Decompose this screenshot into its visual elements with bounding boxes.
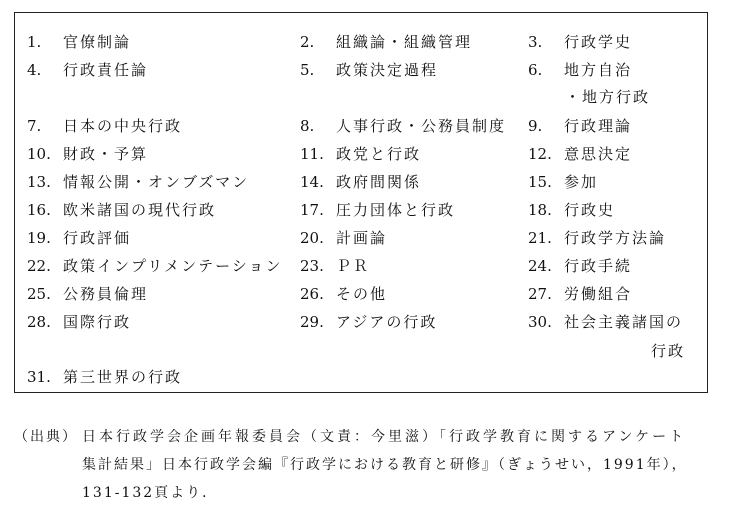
list-item-14 [300, 172, 421, 192]
item-label: 公務員倫理 [63, 285, 149, 303]
item-label: 欧米諸国の現代行政 [63, 201, 217, 219]
item-label: 地方自治 [564, 61, 633, 79]
list-item-29 [300, 312, 437, 332]
list-item-21 [528, 228, 666, 248]
item-label: 官僚制論 [63, 33, 132, 51]
item-number: 26. [300, 285, 324, 303]
item-label: その他 [336, 285, 388, 303]
item-label: 行政学方法論 [564, 229, 667, 247]
item-number: 30. [528, 313, 552, 331]
list-item-5 [300, 60, 438, 80]
list-item-18 [528, 200, 615, 220]
item-label: 政党と行政 [336, 145, 422, 163]
item-label: 日本の中央行政 [63, 117, 183, 135]
item-number: 12. [528, 145, 552, 163]
list-item-28 [27, 312, 131, 332]
list-item-12 [528, 144, 632, 164]
item-number: 31. [27, 368, 51, 386]
item-label: 政府間関係 [336, 173, 422, 191]
item-number: 28. [27, 313, 51, 331]
list-item-7 [27, 116, 182, 136]
item-number: 18. [528, 201, 552, 219]
item-label: 人事行政・公務員制度 [336, 117, 507, 135]
list-item-1 [27, 32, 131, 52]
source-note-line-3: 131-132頁より． [82, 485, 219, 501]
item-label: 組織論・組織管理 [336, 33, 473, 51]
item-number: 3. [528, 33, 543, 51]
item-label: アジアの行政 [336, 313, 438, 331]
source-note-line-1: 日本行政学会企画年報委員会（文責：今里滋）「行政学教育に関するアンケート [82, 429, 687, 445]
list-item-24 [528, 256, 632, 276]
list-item-23 [300, 256, 370, 276]
item-label: 行政責任論 [63, 61, 149, 79]
item-number: 9. [528, 117, 543, 135]
list-item-31 [27, 367, 182, 387]
item-label: 社会主義諸国の [564, 313, 684, 331]
item-number: 4. [27, 61, 42, 79]
item-label: 情報公開・オンブズマン [63, 173, 250, 191]
list-item-25 [27, 284, 148, 304]
item-label: 国際行政 [63, 313, 132, 331]
list-item-17 [300, 200, 455, 220]
list-item-6-continuation: ・地方行政 [565, 88, 651, 106]
source-note-label: （出典） [14, 429, 78, 445]
list-item-30 [528, 312, 683, 332]
list-item-30-continuation: 行政 [651, 342, 686, 360]
item-label: ＰＲ [336, 257, 371, 275]
item-number: 16. [27, 201, 51, 219]
item-label: 政策インプリメンテーション [63, 257, 283, 275]
item-number: 17. [300, 201, 324, 219]
list-item-6 [528, 60, 632, 80]
item-number: 6. [528, 61, 543, 79]
item-label: 行政評価 [63, 229, 132, 247]
item-label: 行政史 [564, 201, 616, 219]
item-label: 政策決定過程 [336, 61, 439, 79]
item-number: 10. [27, 145, 51, 163]
item-number: 14. [300, 173, 324, 191]
source-note-line-2: 集計結果」日本行政学会編『行政学における教育と研修』（ぎょうせい，1991年）， [82, 457, 688, 473]
item-number: 24. [528, 257, 552, 275]
item-label: 圧力団体と行政 [336, 201, 456, 219]
item-number: 20. [300, 229, 324, 247]
item-number: 13. [27, 173, 51, 191]
list-item-16 [27, 200, 216, 220]
list-item-8 [300, 116, 506, 136]
list-item-4 [27, 60, 148, 80]
item-number: 19. [27, 229, 51, 247]
list-item-15 [528, 172, 598, 192]
item-number: 22. [27, 257, 51, 275]
item-label: 財政・予算 [63, 145, 149, 163]
list-item-11 [300, 144, 421, 164]
item-label: 行政学史 [564, 33, 633, 51]
item-number: 1. [27, 33, 42, 51]
item-number: 23. [300, 257, 324, 275]
item-number: 7. [27, 117, 42, 135]
list-item-19 [27, 228, 131, 248]
item-number: 21. [528, 229, 552, 247]
item-label: 第三世界の行政 [63, 368, 183, 386]
item-number: 25. [27, 285, 51, 303]
item-number: 11. [300, 145, 324, 163]
list-item-13 [27, 172, 249, 192]
item-number: 2. [300, 33, 315, 51]
item-number: 5. [300, 61, 315, 79]
list-item-26 [300, 284, 387, 304]
list-item-22 [27, 256, 283, 276]
item-label: 参加 [564, 173, 599, 191]
list-item-9 [528, 116, 632, 136]
list-item-20 [300, 228, 387, 248]
item-label: 行政手続 [564, 257, 633, 275]
item-number: 15. [528, 173, 552, 191]
item-label: 計画論 [336, 229, 388, 247]
item-number: 8. [300, 117, 315, 135]
item-label: 行政理論 [564, 117, 633, 135]
list-item-27 [528, 284, 632, 304]
item-label: 意思決定 [564, 145, 633, 163]
item-number: 27. [528, 285, 552, 303]
list-item-10 [27, 144, 148, 164]
list-item-2 [300, 32, 472, 52]
list-item-3 [528, 32, 632, 52]
item-label: 労働組合 [564, 285, 633, 303]
item-number: 29. [300, 313, 324, 331]
